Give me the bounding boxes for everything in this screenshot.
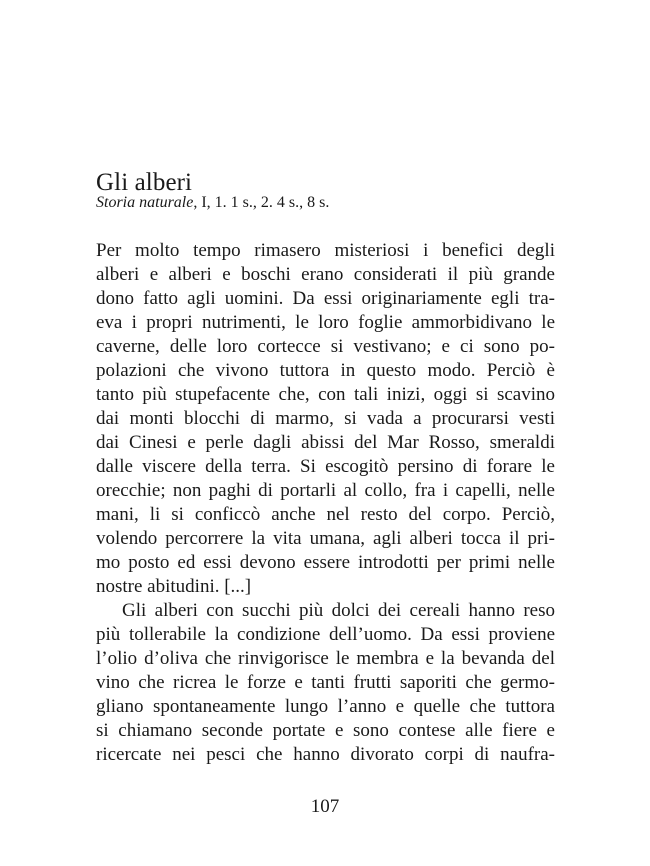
text-line: dalle viscere della terra. Si escogitò persino di forare le — [96, 456, 555, 477]
text-line: mani, li si conficcò anche nel resto del corpo. Perciò, — [96, 504, 555, 525]
text-line: dai Cinesi e perle dagli abissi del Mar Rosso, smeraldi — [96, 432, 555, 453]
source-work-title: Storia naturale — [96, 194, 194, 211]
chapter-title: Gli alberi — [96, 169, 193, 196]
text-line: nostre abitudini. [...] — [96, 576, 252, 597]
text-line: dono fatto agli uomini. Da essi originariamente egli tra- — [96, 288, 555, 309]
page-number: 107 — [310, 796, 340, 817]
text-line: vino che ricrea le forze e tanti frutti saporiti che germo- — [96, 672, 555, 693]
text-line: caverne, delle loro cortecce si vestivano; e ci sono po- — [96, 336, 555, 357]
text-line: tanto più stupefacente che, con tali inizi, oggi si scavino — [96, 384, 555, 405]
source-citation — [96, 193, 329, 213]
paragraph-2 — [96, 599, 555, 767]
text-line: orecchie; non paghi di portarli al collo, fra i capelli, nelle — [96, 480, 555, 501]
paragraph-1 — [96, 239, 555, 599]
text-line: Per molto tempo rimasero misteriosi i benefici degli — [96, 240, 555, 261]
text-line: si chiamano seconde portate e sono contese alle fiere e — [96, 720, 555, 741]
text-line: dai monti blocchi di marmo, si vada a procurarsi vesti — [96, 408, 555, 429]
body-text — [96, 239, 555, 767]
text-line: polazioni che vivono tuttora in questo modo. Perciò è — [96, 360, 555, 381]
text-line: mo posto ed essi devono essere introdotti per primi nelle — [96, 552, 555, 573]
text-line: ricercate nei pesci che hanno divorato corpi di naufra- — [96, 744, 555, 765]
text-line: eva i propri nutrimenti, le loro foglie ammorbidivano le — [96, 312, 555, 333]
text-line: più tollerabile la condizione dell’uomo. Da essi proviene — [96, 624, 555, 645]
text-line: Gli alberi con succhi più dolci dei cereali hanno reso — [122, 600, 555, 621]
text-line: volendo percorrere la vita umana, agli alberi tocca il pri- — [96, 528, 555, 549]
text-line: alberi e alberi e boschi erano considerati il più grande — [96, 264, 555, 285]
source-reference: , I, 1. 1 s., 2. 4 s., 8 s. — [193, 194, 330, 211]
text-line: l’olio d’oliva che rinvigorisce le membra e la bevanda del — [96, 648, 555, 669]
text-line: gliano spontaneamente lungo l’anno e quelle che tuttora — [96, 696, 555, 717]
